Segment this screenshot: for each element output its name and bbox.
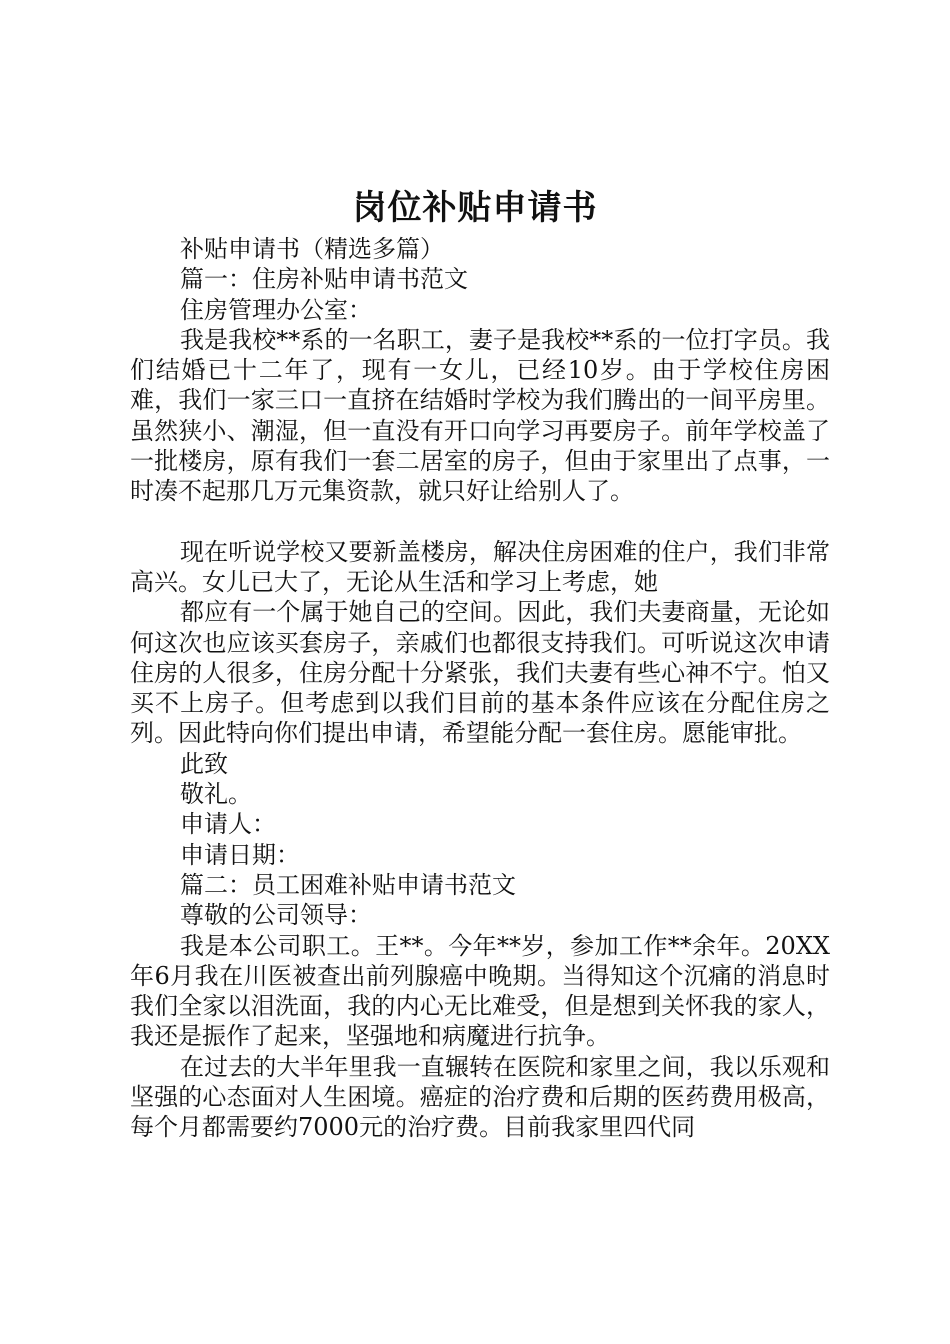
salutation-2: 尊敬的公司领导： [180, 901, 372, 930]
applicant-line: 申请人： [180, 810, 276, 839]
section-heading-2: 篇二：员工困难补贴申请书范文 [180, 870, 516, 899]
document-title: 岗位补贴申请书 [352, 188, 598, 228]
salutation-1: 住房管理办公室： [180, 295, 372, 324]
date-line: 申请日期： [180, 840, 300, 869]
body-paragraph: 都应有一个属于她自己的空间。因此，我们夫妻商量，无论如何这次也应该买套房子，亲戚们也都很支持我们。可听说这次申请住房的人很多，住房分配十分紧张，我们夫妻有些心神不宁。怕又买不上房子。但考虑到以我们目前的基本条件应该在分配住房之列。因此特向你们提出申请，希望能分配一套住房。愿能审批。 [130, 598, 830, 748]
document-body [130, 234, 830, 1143]
paragraph-gap [130, 507, 830, 537]
section-heading-1: 篇一：住房补贴申请书范文 [180, 265, 468, 294]
subtitle-paragraph: 补贴申请书（精选多篇） [180, 235, 444, 263]
closing-line: 敬礼。 [180, 780, 252, 809]
body-paragraph: 现在听说学校又要新盖楼房，解决住房困难的住户，我们非常高兴。女儿已大了，无论从生活和学习上考虑，她 [130, 537, 830, 596]
closing-line: 此致 [180, 749, 228, 778]
body-paragraph: 我是本公司职工。王**。今年**岁，参加工作**余年。20XX年6月我在川医被查出前列腺癌中晚期。当得知这个沉痛的消息时我们全家以泪洗面，我的内心无比难受，但是想到关怀我的家人，我还是振作了起来，坚强地和病魔进行抗争。 [130, 931, 830, 1051]
body-paragraph: 我是我校**系的一名职工，妻子是我校**系的一位打字员。我们结婚已十二年了，现有一女儿，已经10岁。由于学校住房困难，我们一家三口一直挤在结婚时学校为我们腾出的一间平房里。虽然狭小、潮湿，但一直没有开口向学习再要房子。前年学校盖了一批楼房，原有我们一套二居室的房子，但由于家里出了点事，一时凑不起那几万元集资款，就只好让给别人了。 [130, 325, 830, 506]
body-paragraph: 在过去的大半年里我一直辗转在医院和家里之间，我以乐观和坚强的心态面对人生困境。癌症的治疗费和后期的医药费用极高，每个月都需要约7000元的治疗费。目前我家里四代同 [130, 1052, 830, 1142]
